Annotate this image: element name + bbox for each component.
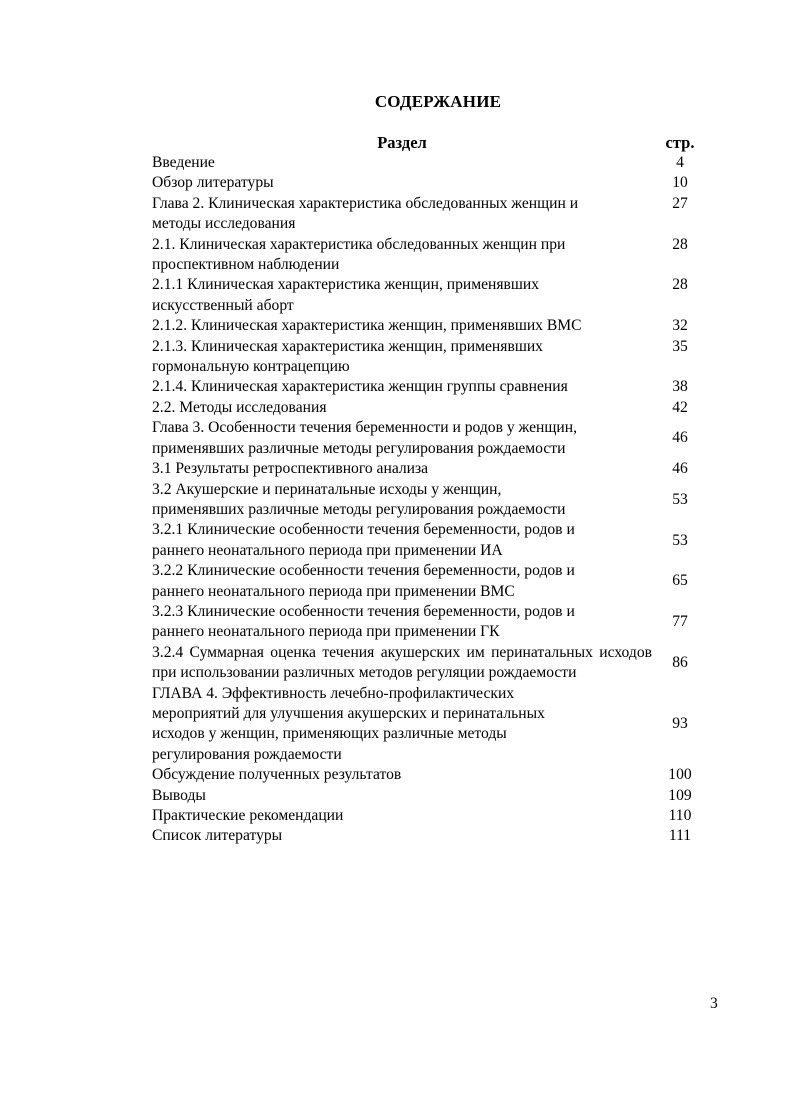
table-of-contents [152,133,708,847]
toc-entry-page: 100 [668,766,692,784]
toc-entry-page: 46 [672,460,688,478]
toc-entry-title: 2.1.2. Клиническая характеристика женщин, применявших ВМС [152,317,582,335]
toc-entry-page: 53 [672,490,688,508]
toc-entry [152,275,708,316]
toc-entry [152,418,708,459]
toc-entry [152,643,708,684]
toc-entry-page: 86 [672,653,688,671]
toc-entry [152,561,708,602]
toc-entry-title: 2.1.4. Клиническая характеристика женщин группы сравнения [152,378,568,396]
toc-entry-page: 35 [672,337,688,355]
toc-entry-page: 109 [668,786,692,804]
column-header-page: стр. [665,133,695,152]
toc-entry-title: 3.2.4 Суммарная оценка течения акушерских им перинатальных исходов при использовании различных методов регуляции рождаемости [152,643,652,682]
toc-entry [152,520,708,561]
toc-entry-title: ГЛАВА 4. Эффективность лечебно-профилактических мероприятий для улучшения акушерских и перинатальных исходов у женщин, применяющих различные методы регулирования рождаемости [152,684,545,763]
toc-entry-page: 53 [672,531,688,549]
toc-entry-page: 77 [672,613,688,631]
toc-entry-page: 111 [668,827,692,845]
toc-entry-title: 2.1.1 Клиническая характеристика женщин, применявших искусственный аборт [152,276,540,314]
toc-header [152,133,708,153]
toc-entry-title: Практические рекомендации [152,807,344,824]
toc-entry [152,806,708,826]
toc-entry-page: 46 [672,429,688,447]
toc-entry [152,602,708,643]
toc-entry-title: Введение [152,154,215,171]
toc-entry-title: 3.2.3 Клинические особенности течения беременности, родов и раннего неонатального периода при применении ГК [152,602,575,641]
toc-entry-title: 2.2. Методы исследования [152,398,327,416]
toc-entry [152,377,708,397]
toc-entry-title: 3.1 Результаты ретроспективного анализа [152,460,429,478]
toc-entry-title: Выводы [152,786,206,804]
page-number: 3 [710,995,718,1012]
toc-entry [152,173,708,193]
toc-entry [152,459,708,479]
toc-entry-page: 42 [672,398,688,416]
toc-entry-page: 93 [672,715,688,733]
toc-entry-page: 65 [672,572,688,590]
toc-entry-page: 10 [672,174,688,192]
toc-entry [152,194,708,235]
toc-entry-title: 2.1. Клиническая характеристика обследованных женщин при проспективном наблюдении [152,235,566,274]
toc-entry-title: Обсуждение полученных результатов [152,766,402,784]
toc-entry-title: Список литературы [152,827,283,845]
toc-entry-page: 32 [672,317,688,335]
toc-entry-title: 2.1.3. Клиническая характеристика женщин, применявших гормональную контрацепцию [152,337,543,376]
toc-entry [152,235,708,276]
toc-entry-page: 28 [672,276,688,294]
toc-entry [152,786,708,806]
toc-entry [152,337,708,378]
toc-entry [152,826,708,846]
toc-entry [152,480,708,521]
toc-entry-title: 3.2 Акушерские и перинатальные исходы у женщин, применявших различные методы регулирования рождаемости [152,480,566,518]
column-header-section: Раздел [377,133,427,152]
page-title: СОДЕРЖАНИЕ [374,92,502,111]
toc-entry-title: 3.2.1 Клинические особенности течения беременности, родов и раннего неонатального периода при применении ИА [152,521,575,559]
toc-entry-page: 4 [676,154,684,171]
toc-entry [152,316,708,336]
toc-entry-page: 28 [672,235,688,253]
toc-entry [152,684,708,766]
toc-entry [152,765,708,785]
toc-entry-page: 110 [668,807,692,824]
toc-entry [152,153,708,173]
toc-entry [152,398,708,418]
toc-entry-title: Обзор литературы [152,174,274,192]
toc-entry-title: Глава 3. Особенности течения беременности и родов у женщин, применявших различные методы регулирования рождаемости [152,419,577,457]
toc-entry-page: 38 [672,378,688,396]
toc-entry-title: Глава 2. Клиническая характеристика обследованных женщин и методы исследования [152,194,579,233]
toc-entry-page: 27 [672,194,688,212]
toc-entry-title: 3.2.2 Клинические особенности течения беременности, родов и раннего неонатального периода при применении ВМС [152,562,575,600]
